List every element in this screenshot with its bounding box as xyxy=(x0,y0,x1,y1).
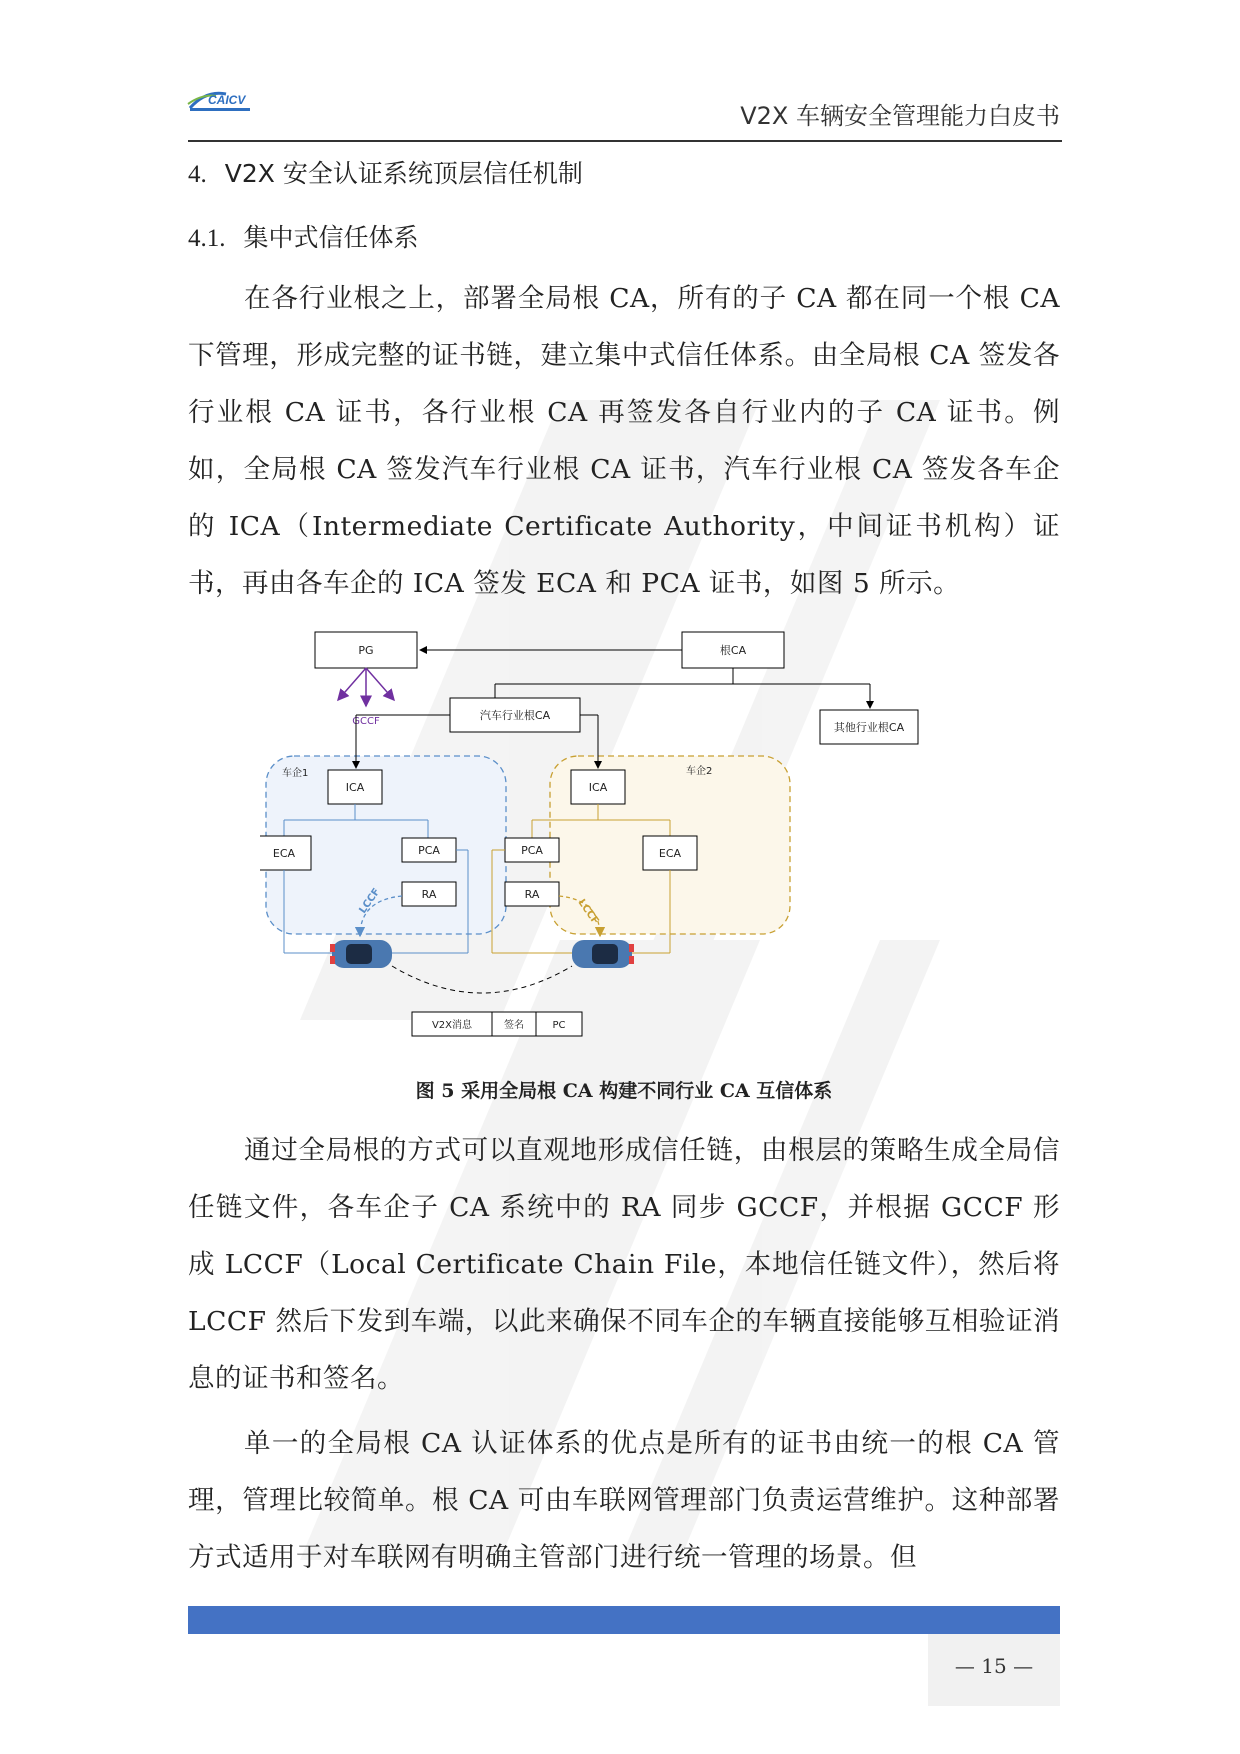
vehicle-2 xyxy=(572,940,634,968)
section-title: V2X 安全认证系统顶层信任机制 xyxy=(224,159,583,188)
lccf1-label: LCCF xyxy=(357,886,383,916)
section-number: 4. xyxy=(188,161,207,188)
ica1-label: ICA xyxy=(345,781,365,794)
eca2-label: ECA xyxy=(658,847,682,860)
pg-label: PG xyxy=(358,644,374,657)
pca1-label: PCA xyxy=(418,844,440,857)
page-number: — 15 — xyxy=(954,1654,1034,1678)
msg-sign-label: 签名 xyxy=(504,1020,524,1031)
ra1-label: RA xyxy=(421,888,437,901)
eca1-label: ECA xyxy=(272,847,296,860)
pca2-label: PCA xyxy=(521,844,543,857)
msg-v2x-label: V2X消息 xyxy=(431,1020,473,1031)
caicv-logo xyxy=(186,88,258,114)
section-heading xyxy=(188,154,583,190)
root-ca-label: 根CA xyxy=(719,644,747,657)
header-divider xyxy=(188,140,1062,142)
lccf2-label: LCCF xyxy=(575,897,601,927)
company1-label: 车企1 xyxy=(282,768,309,779)
auto-root-label: 汽车行业根CA xyxy=(479,709,551,722)
ica2-label: ICA xyxy=(588,781,608,794)
paragraph-3: 单一的全局根 CA 认证体系的优点是所有的证书由统一的根 CA 管理，管理比较简单。根 CA 可由车联网管理部门负责运营维护。这种部署方式适用于对车联网有明确主管部门进行统一管理的场景。但 xyxy=(188,1428,1060,1573)
subsection-number: 4.1. xyxy=(188,225,226,252)
company2-label: 车企2 xyxy=(686,766,713,777)
footer-bar xyxy=(188,1606,1060,1634)
subsection-title: 集中式信任体系 xyxy=(243,223,419,252)
trust-diagram xyxy=(260,620,1020,1055)
msg-pc-label: PC xyxy=(552,1020,566,1031)
vehicle-1 xyxy=(330,940,392,968)
figure-caption: 图 5 采用全局根 CA 构建不同行业 CA 互信体系 xyxy=(415,1080,833,1102)
ra2-label: RA xyxy=(524,888,540,901)
logo-text: CAICV xyxy=(208,93,246,107)
gccf-label: GCCF xyxy=(352,716,380,727)
subsection-heading xyxy=(188,218,419,254)
other-root-label: 其他行业根CA xyxy=(833,721,905,734)
document-title: V2X 车辆安全管理能力白皮书 xyxy=(740,102,1060,130)
paragraph-2: 通过全局根的方式可以直观地形成信任链，由根层的策略生成全局信任链文件，各车企子 CA 系统中的 RA 同步 GCCF，并根据 GCCF 形成 LCCF（Local Certificate Chain File，本地信任链文件），然后将 LCCF 然后下发到车端，以此来确保不同车企的车辆直接能够互相验证消息的证书和签名。 xyxy=(188,1135,1060,1394)
paragraph-1: 在各行业根之上，部署全局根 CA，所有的子 CA 都在同一个根 CA 下管理，形成完整的证书链，建立集中式信任体系。由全局根 CA 签发各行业根 CA 证书，各行业根 CA 再签发各自行业内的子 CA 证书。例如，全局根 CA 签发汽车行业根 CA 证书，汽车行业根 CA 签发各车企的 ICA（Intermediate Certificate Authority，中间证书机构）证书，再由各车企的 ICA 签发 ECA 和 PCA 证书，如图 5 所示。 xyxy=(188,283,1060,599)
